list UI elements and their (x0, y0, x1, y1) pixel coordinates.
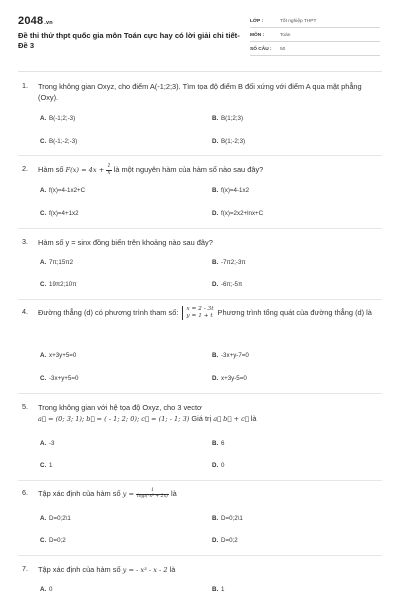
option-c[interactable] (40, 462, 52, 470)
option-text: 0 (221, 462, 225, 469)
option-text: D=0;2\1 (49, 515, 71, 522)
question-text-part: là một nguyên hàm của hàm số nào sau đây? (113, 165, 264, 174)
option-letter: C. (40, 375, 47, 382)
system-line: x = 2 - 3t (186, 306, 214, 312)
math-expression: y = (122, 490, 137, 498)
option-letter: C. (40, 537, 47, 544)
question-divider (18, 393, 382, 394)
option-b[interactable] (212, 187, 249, 195)
math-fraction (106, 164, 111, 176)
question-number: 7. (22, 564, 28, 573)
option-text: D=0;2\1 (221, 515, 243, 522)
meta-value: 50 (280, 46, 286, 52)
question-1 (22, 81, 382, 145)
meta-row-subject (250, 28, 380, 42)
option-letter: B. (212, 515, 219, 522)
option-text: 7π;15π2 (49, 259, 74, 266)
question-text-part: Đường thẳng (d) có phương trình tham số: (38, 307, 179, 317)
option-b[interactable] (212, 586, 224, 594)
question-number: 3. (22, 237, 28, 246)
header-divider (18, 71, 382, 72)
question-text-part: Phương trình tổng quát của đường thẳng (d) là (217, 307, 372, 317)
question-text: Trong không gian Oxyz, cho điểm A(-1;2;3). Tìm tọa độ điểm B đối xứng với điểm A qua mặt phẳng (Oxy). (38, 82, 362, 103)
option-b[interactable] (212, 259, 246, 267)
question-text-part: là (171, 489, 177, 498)
option-a[interactable] (40, 586, 52, 594)
fraction-denominator: log₂(-x² + 2x) (137, 493, 168, 499)
option-text: D=0;2 (49, 537, 66, 544)
question-number: 5. (22, 402, 28, 411)
fraction-numerator: 1 (107, 163, 111, 170)
fraction-denominator: x (107, 169, 111, 176)
option-text: -3x+y+5=0 (49, 375, 79, 382)
math-expression: F(x) = 4x + (65, 166, 107, 174)
meta-value: Tốt nghiệp THPT (280, 18, 317, 24)
option-a[interactable] (40, 440, 55, 448)
option-text: -6π;-5π (221, 281, 243, 288)
option-d[interactable] (212, 537, 238, 545)
option-text: 1 (221, 586, 225, 593)
question-text-part: là (250, 414, 257, 424)
option-b[interactable] (212, 440, 224, 448)
option-text: B(1;-2;3) (221, 138, 246, 145)
option-a[interactable] (40, 259, 73, 267)
option-d[interactable] (212, 462, 224, 470)
option-letter: A. (40, 440, 47, 447)
meta-label: SỐ CÂU : (250, 46, 272, 52)
option-letter: A. (40, 586, 47, 593)
option-letter: D. (212, 210, 219, 217)
option-letter: C. (40, 462, 47, 469)
option-text: 19π2;10π (49, 281, 77, 288)
question-4 (22, 307, 382, 387)
meta-label: MÔN : (250, 32, 265, 38)
option-d[interactable] (212, 138, 245, 146)
question-text-part: Tập xác định của hàm số (38, 489, 121, 498)
option-a[interactable] (40, 515, 71, 523)
option-d[interactable] (212, 281, 242, 289)
meta-row-grade (250, 14, 380, 28)
math-system (182, 306, 213, 320)
option-letter: B. (212, 187, 219, 194)
question-divider (18, 155, 382, 156)
question-number: 1. (22, 81, 28, 90)
math-fraction (136, 489, 169, 500)
option-letter: B. (212, 352, 219, 359)
option-a[interactable] (40, 187, 85, 195)
question-text (38, 164, 378, 176)
option-letter: A. (40, 115, 47, 122)
option-text: D=0;2 (221, 537, 238, 544)
option-c[interactable] (40, 281, 76, 289)
option-text: 6 (221, 440, 225, 447)
option-text: f(x)=4-1x2 (221, 187, 250, 194)
question-text-part: Tập xác định của hàm số (38, 565, 121, 574)
option-letter: C. (40, 138, 47, 145)
document-meta (250, 14, 380, 56)
option-letter: C. (40, 281, 47, 288)
option-a[interactable] (40, 115, 75, 123)
question-number: 6. (22, 488, 28, 497)
option-c[interactable] (40, 210, 79, 218)
option-letter: B. (212, 586, 219, 593)
question-number: 4. (22, 307, 28, 316)
meta-row-count (250, 42, 380, 56)
document-title: Đề thi thử thpt quốc gia môn Toán cực hay có lời giải chi tiết- Đề 3 (18, 31, 240, 51)
option-c[interactable] (40, 375, 78, 383)
option-text: 1 (49, 462, 53, 469)
option-letter: D. (212, 537, 219, 544)
option-text: 0 (49, 586, 53, 593)
question-3 (22, 237, 382, 293)
option-d[interactable] (212, 210, 263, 218)
question-text (38, 402, 378, 425)
question-text: Hàm số y = sinx đồng biến trên khoảng nào sau đây? (38, 238, 213, 247)
option-b[interactable] (212, 352, 249, 360)
option-letter: A. (40, 515, 47, 522)
question-divider (18, 555, 382, 556)
meta-value: Toán (280, 32, 291, 38)
question-divider (18, 228, 382, 229)
question-text-part: Giá trị (191, 414, 212, 424)
logo-suffix: .vn (44, 20, 53, 26)
question-divider (18, 299, 382, 300)
fraction-numerator: 1 (136, 489, 169, 495)
option-text: -7π2;-3π (221, 259, 246, 266)
question-divider (18, 480, 382, 481)
option-letter: A. (40, 259, 47, 266)
site-logo[interactable] (18, 14, 53, 28)
option-text: B(1;2;3) (221, 115, 244, 122)
math-expression: y = - x³ - x - 2 (122, 566, 168, 574)
question-text-part: là (169, 565, 176, 574)
question-text (38, 306, 378, 320)
option-c[interactable] (40, 537, 66, 545)
option-c[interactable] (40, 138, 77, 146)
question-number: 2. (22, 164, 28, 173)
option-text: -3 (49, 440, 55, 447)
option-text: x+3y-5=0 (221, 375, 247, 382)
option-text: f(x)=2x2+lnx+C (221, 210, 264, 217)
document-header (18, 12, 382, 70)
option-letter: A. (40, 352, 47, 359)
option-letter: B. (212, 115, 219, 122)
option-letter: D. (212, 462, 219, 469)
option-text: f(x)=4+1x2 (49, 210, 79, 217)
logo-text: 2048 (18, 15, 44, 27)
question-2 (22, 164, 382, 220)
option-text: B(-1;2;-3) (49, 115, 76, 122)
option-text: x+3y+5=0 (49, 352, 77, 359)
option-letter: A. (40, 187, 47, 194)
meta-label: LỚP : (250, 18, 264, 24)
question-7 (22, 564, 382, 598)
question-text-part: Hàm số (38, 165, 64, 174)
question-text (38, 488, 378, 500)
option-text: -3x+y-7=0 (221, 352, 249, 359)
option-letter: D. (212, 281, 219, 288)
question-6 (22, 488, 382, 548)
option-letter: B. (212, 440, 219, 447)
option-d[interactable] (212, 375, 247, 383)
math-expression: a⃗ = (0; 3; 1); b⃗ = ( - 1; 2; 0); c⃗ = (1; - 1; 3) (38, 415, 190, 424)
option-a[interactable] (40, 352, 76, 360)
option-text: B(-1;-2;-3) (49, 138, 78, 145)
option-letter: C. (40, 210, 47, 217)
option-letter: D. (212, 138, 219, 145)
option-b[interactable] (212, 115, 243, 123)
option-letter: D. (212, 375, 219, 382)
question-text (38, 564, 378, 576)
option-letter: B. (212, 259, 219, 266)
question-text-line: Trong không gian với hệ tọa độ Oxyz, cho 3 vectơ (38, 403, 202, 412)
question-5 (22, 402, 382, 474)
question-text-line (38, 413, 378, 425)
system-line: y = 1 + t (186, 312, 213, 319)
option-b[interactable] (212, 515, 243, 523)
option-text: f(x)=4-1x2+C (49, 187, 86, 194)
math-expression: a⃗ b⃗ + c⃗ (213, 415, 249, 424)
